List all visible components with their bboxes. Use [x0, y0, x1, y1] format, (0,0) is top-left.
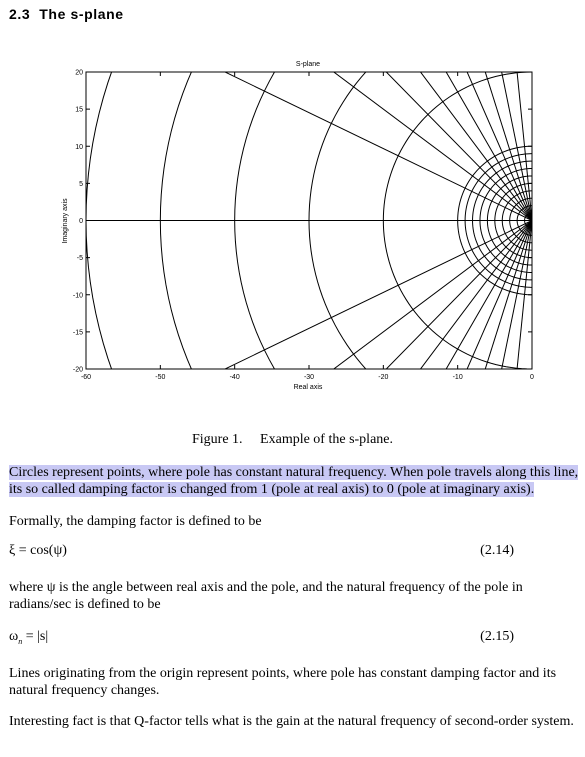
damping-factor-line	[354, 0, 532, 221]
figure-label: Figure 1.	[191, 432, 243, 447]
paragraph-q-factor: Interesting fact is that Q-factor tells what is the gain at the natural frequency of second-order system.	[9, 714, 574, 729]
x-axis-label: Real axis	[293, 384, 323, 391]
equation-number: (2.14)	[480, 543, 514, 558]
y-tick-label: 10	[75, 143, 83, 151]
section-title: The s-plane	[39, 6, 124, 22]
x-tick-label: -30	[303, 374, 315, 381]
natural-frequency-circle	[235, 0, 532, 400]
x-tick-label: -60	[80, 374, 92, 381]
paragraph-psi: where ψ is the angle between real axis and the pole, and the natural frequency of the pole in radians/sec is defined to be	[9, 580, 523, 612]
figure-caption-text: Example of the s-plane.	[260, 432, 393, 447]
omega-subscript: n	[18, 636, 23, 646]
y-tick-label: 5	[79, 180, 83, 188]
y-tick-label: -10	[72, 292, 83, 300]
x-tick-label: -50	[155, 374, 166, 381]
xi-symbol: ξ	[9, 543, 16, 558]
y-tick-label: -15	[72, 329, 83, 337]
equation-rhs: = |s|	[25, 629, 49, 644]
figure-caption	[0, 432, 585, 448]
y-tick-label: -5	[76, 255, 83, 263]
natural-frequency-circle	[309, 0, 532, 400]
x-tick-label: -10	[452, 374, 463, 381]
natural-frequency-circle	[86, 0, 532, 400]
x-tick-label: -40	[229, 374, 240, 381]
equation-2-14	[9, 543, 514, 559]
x-tick-label: -20	[378, 374, 389, 381]
equation-2-15	[9, 629, 514, 646]
highlighted-text: Circles represent points, where pole has constant natural frequency. When pole travels along this line, its so called damping factor is changed from 1 (pole at real axis) to 0 (pole at imaginary axis).	[9, 465, 579, 497]
paragraph-damping-def: Formally, the damping factor is defined to be	[9, 514, 262, 529]
paragraph-origin-lines: Lines originating from the origin represent points, where pole has constant damping factor and its natural frequency changes.	[9, 666, 557, 698]
chart-marks	[0, 0, 532, 400]
equation-rhs: = cos(ψ)	[18, 543, 67, 558]
y-tick-label: -20	[72, 366, 83, 374]
y-tick-label: 20	[75, 69, 83, 77]
y-tick-label: 0	[79, 218, 83, 225]
equation-number: (2.15)	[480, 629, 514, 644]
chart-title: S-plane	[295, 61, 321, 68]
section-number: 2.3	[9, 6, 31, 22]
paragraph-circles	[9, 464, 581, 498]
omega-symbol: ω	[9, 629, 19, 644]
x-tick-label: 0	[530, 374, 534, 381]
y-tick-label: 15	[75, 106, 83, 114]
y-axis-label: Imaginary axis	[62, 198, 69, 244]
damping-factor-line	[175, 0, 532, 221]
